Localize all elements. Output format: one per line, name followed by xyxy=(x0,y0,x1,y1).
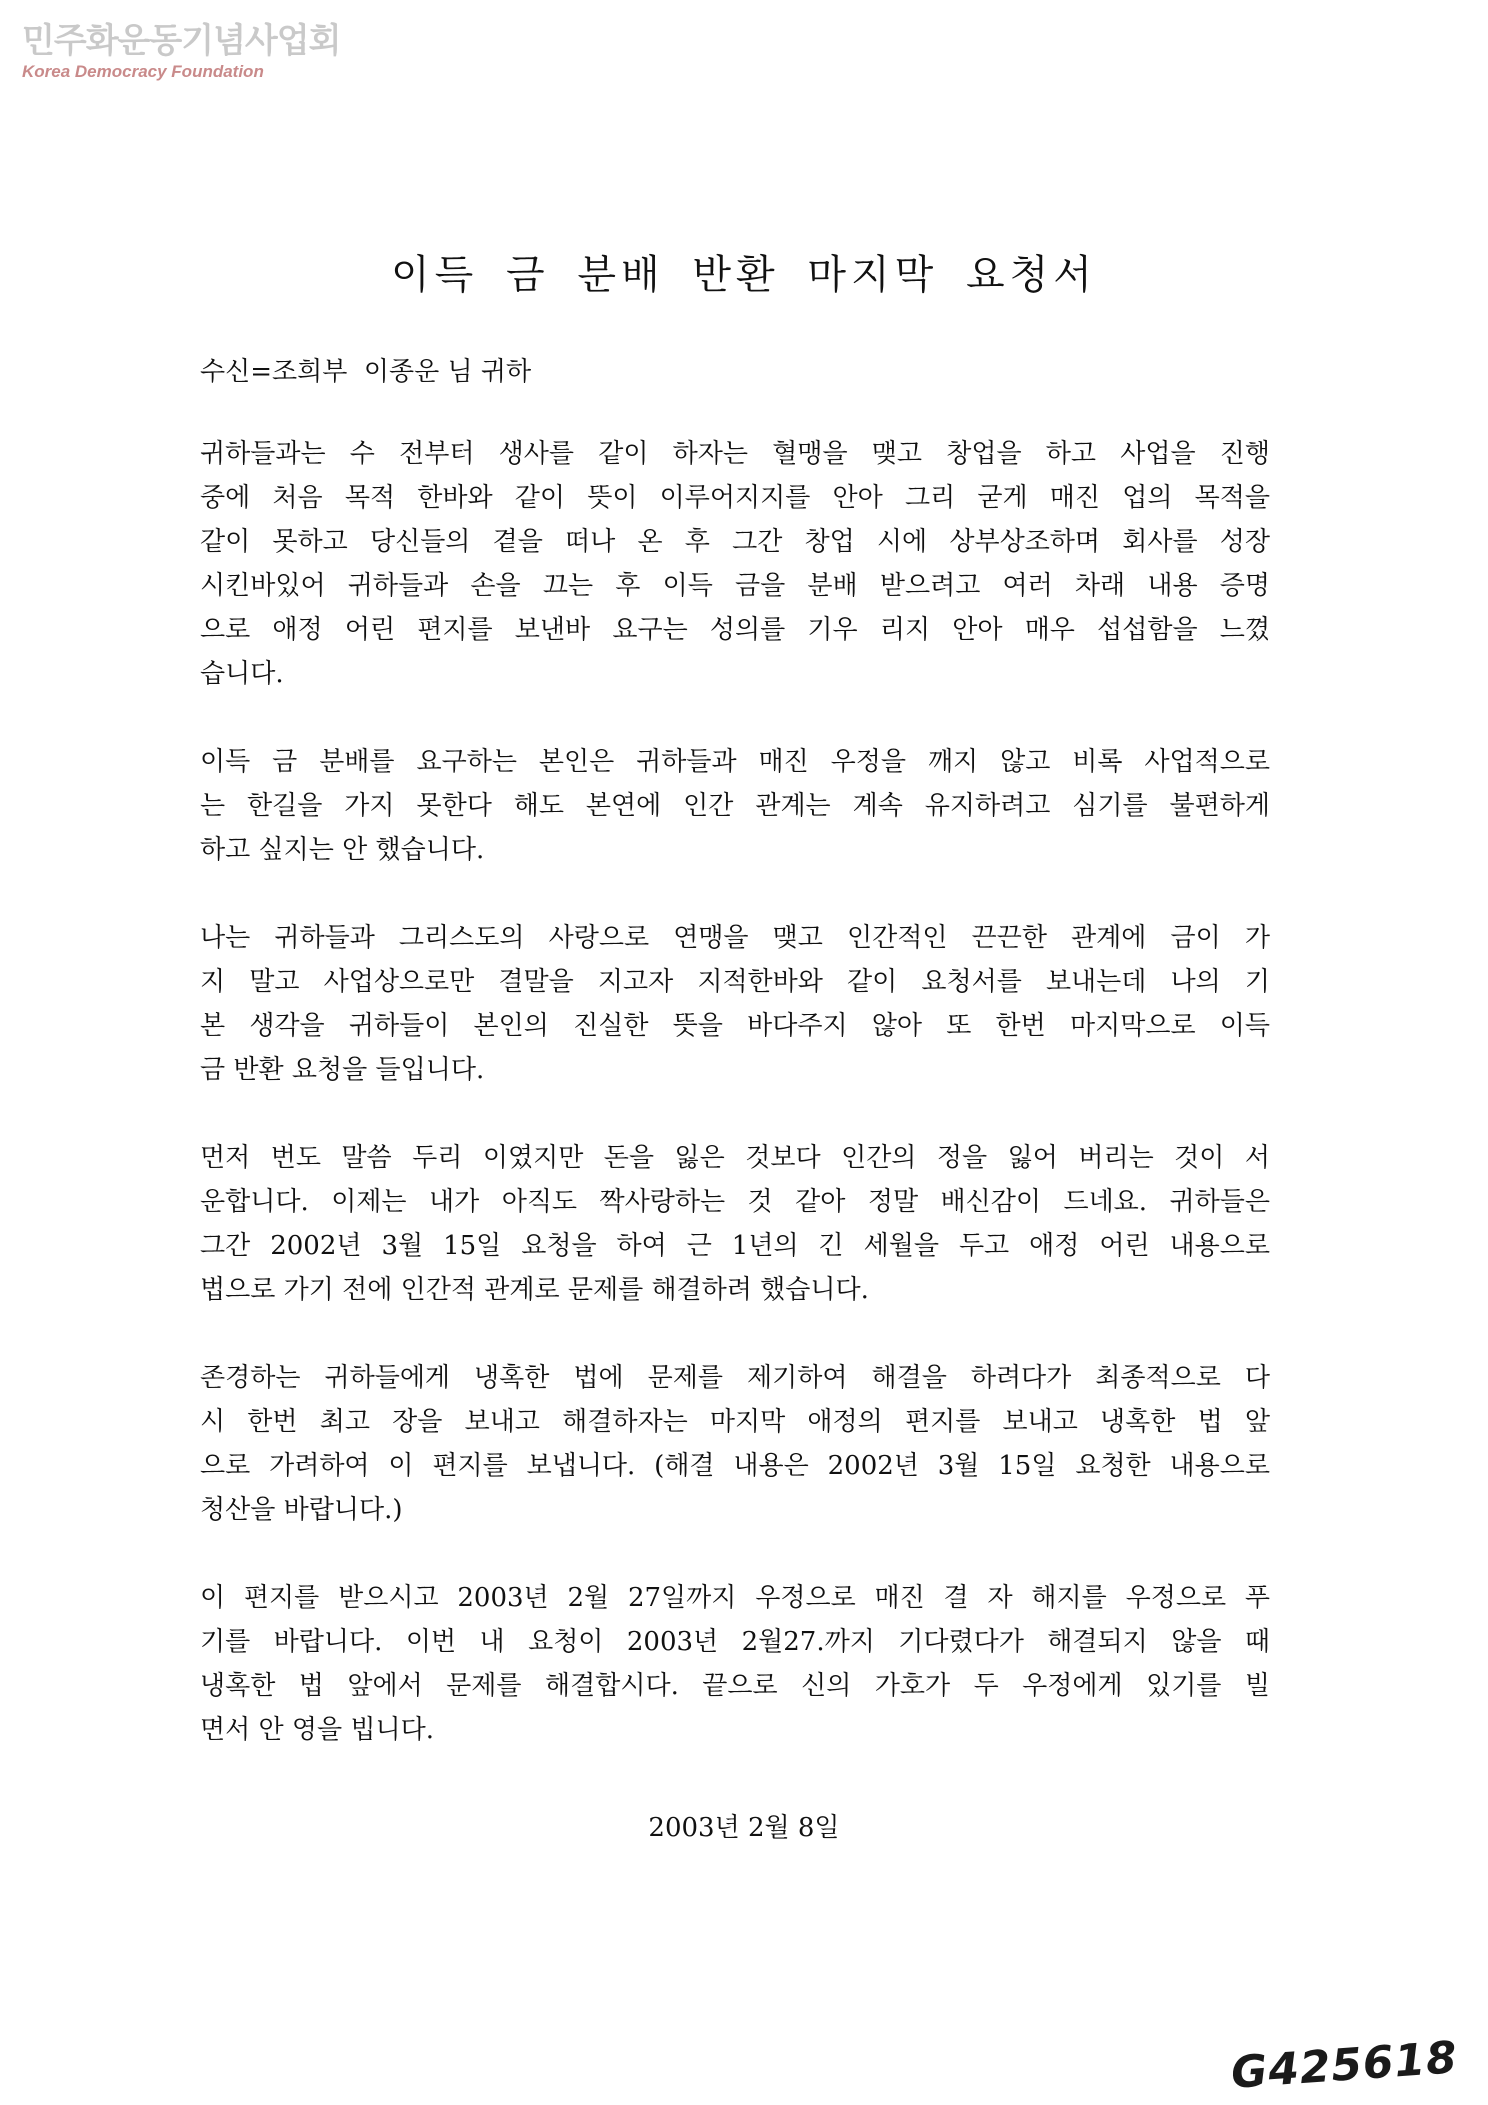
text-line: 이 편지를 받으시고 2003년 2월 27일까지 우정으로 매진 결 자 해지를 우정으로 푸 xyxy=(200,1583,1270,1613)
text-line: 기를 바랍니다. 이번 내 요청이 2003년 2월27.까지 기다렸다가 해결되지 않을 때 xyxy=(200,1627,1270,1657)
text-line: 습니다. xyxy=(200,659,284,689)
letter-body xyxy=(200,432,1270,1796)
text-line: 시 한번 최고 장을 보내고 해결하자는 마지막 애정의 편지를 보내고 냉혹한 법 앞 xyxy=(200,1407,1270,1437)
text-line: 지 말고 사업상으로만 결말을 지고자 지적한바와 같이 요청서를 보내는데 나의 기 xyxy=(200,967,1270,997)
paragraph-1 xyxy=(200,432,1270,696)
text-line: 존경하는 귀하들에게 냉혹한 법에 문제를 제기하여 해결을 하려다가 최종적으로 다 xyxy=(200,1363,1270,1393)
text-line: 이득 금 분배를 요구하는 본인은 귀하들과 매진 우정을 깨지 않고 비록 사업적으로 xyxy=(200,747,1270,777)
text-line: 법으로 가기 전에 인간적 관계로 문제를 해결하려 했습니다. xyxy=(200,1275,869,1305)
watermark-korean: 민주화운동기념사업회 xyxy=(22,21,341,61)
paragraph-5 xyxy=(200,1356,1270,1532)
paragraph-4 xyxy=(200,1136,1270,1312)
text-line: 시킨바있어 귀하들과 손을 끄는 후 이득 금을 분배 받으려고 여러 차래 내용 증명 xyxy=(200,571,1270,601)
text-line: 같이 못하고 당신들의 곁을 떠나 온 후 그간 창업 시에 상부상조하며 회사를 성장 xyxy=(200,527,1270,557)
paragraph-6 xyxy=(200,1576,1270,1752)
text-line: 면서 안 영을 빕니다. xyxy=(200,1715,434,1745)
foundation-watermark xyxy=(22,22,340,82)
archive-id-handwritten: G425618 xyxy=(1229,2032,1460,2099)
text-line: 는 한길을 가지 못한다 해도 본연에 인간 관계는 계속 유지하려고 심기를 불편하게 xyxy=(200,791,1270,821)
recipient-line: 수신=조희부 이종운 님 귀하 xyxy=(200,357,532,387)
text-line: 냉혹한 법 앞에서 문제를 해결합시다. 끝으로 신의 가호가 두 우정에게 있기를 빌 xyxy=(200,1671,1270,1701)
paragraph-3 xyxy=(200,916,1270,1092)
text-line: 으로 가려하여 이 편지를 보냅니다. (해결 내용은 2002년 3월 15일 요청한 내용으로 xyxy=(200,1451,1270,1481)
text-line: 본 생각을 귀하들이 본인의 진실한 뜻을 바다주지 않아 또 한번 마지막으로 이득 xyxy=(200,1011,1270,1041)
text-line: 귀하들과는 수 전부터 생사를 같이 하자는 혈맹을 맺고 창업을 하고 사업을 진행 xyxy=(200,439,1270,469)
text-line: 먼저 번도 말씀 두리 이였지만 돈을 잃은 것보다 인간의 정을 잃어 버리는 것이 서 xyxy=(200,1143,1270,1173)
document-title: 이득 금 분배 반환 마지막 요청서 xyxy=(391,252,1097,298)
text-line: 금 반환 요청을 들입니다. xyxy=(200,1055,485,1085)
text-line: 하고 싶지는 안 했습니다. xyxy=(200,835,485,865)
text-line: 나는 귀하들과 그리스도의 사랑으로 연맹을 맺고 인간적인 끈끈한 관계에 금이 가 xyxy=(200,923,1270,953)
text-line: 그간 2002년 3월 15일 요청을 하여 근 1년의 긴 세월을 두고 애정 어린 내용으로 xyxy=(200,1231,1270,1261)
letter-date: 2003년 2월 8일 xyxy=(648,1813,840,1843)
watermark-english: Korea Democracy Foundation xyxy=(22,62,264,81)
text-line: 운합니다. 이제는 내가 아직도 짝사랑하는 것 같아 정말 배신감이 드네요. 귀하들은 xyxy=(200,1187,1270,1217)
text-line: 중에 처음 목적 한바와 같이 뜻이 이루어지지를 안아 그리 굳게 매진 업의 목적을 xyxy=(200,483,1270,513)
paragraph-2 xyxy=(200,740,1270,872)
text-line: 으로 애정 어린 편지를 보낸바 요구는 성의를 기우 리지 안아 매우 섭섭함을 느꼈 xyxy=(200,615,1270,645)
text-line: 청산을 바랍니다.) xyxy=(200,1495,403,1525)
